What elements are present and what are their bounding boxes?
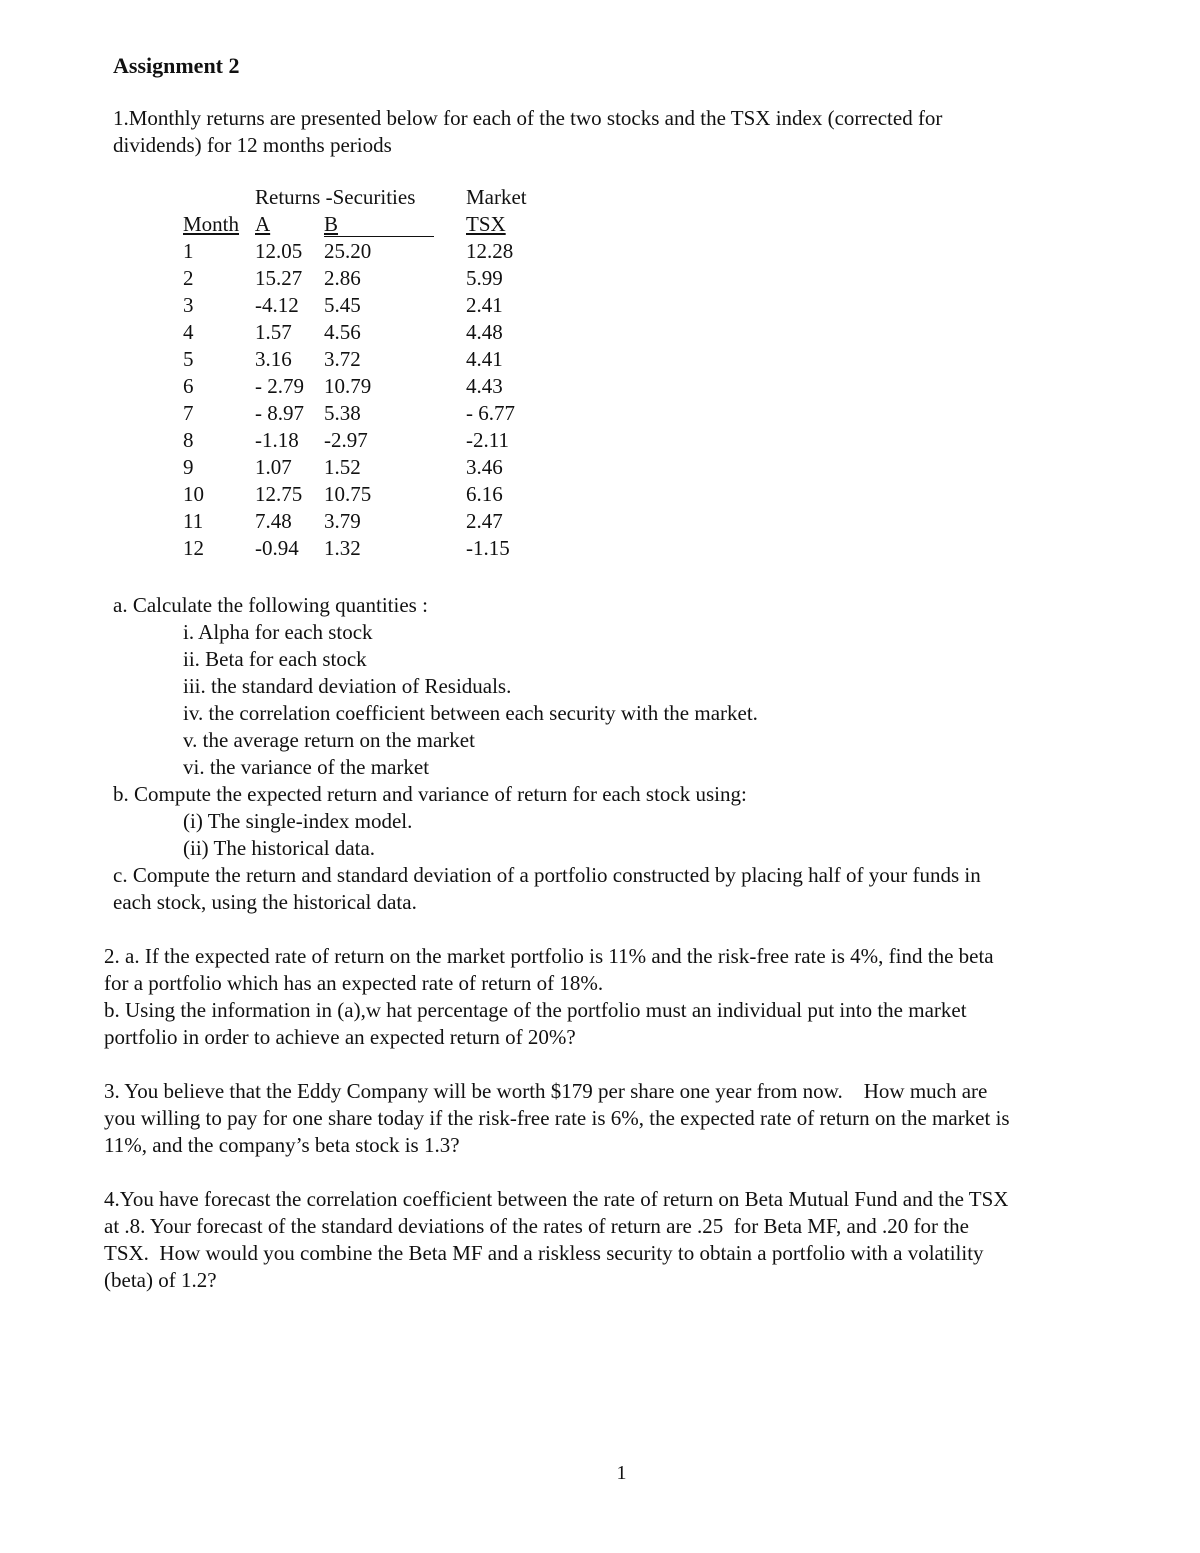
cell-a: 12.05: [255, 239, 303, 263]
cell-month: 7: [183, 401, 194, 425]
cell-a: 12.75: [255, 482, 303, 506]
question-4-line: 4.You have forecast the correlation coefficient between the rate of return on Beta Mutual Fund and the TSX: [104, 1187, 1009, 1211]
question-1-intro-line: dividends) for 12 months periods: [113, 133, 392, 157]
part-a-item: i. Alpha for each stock: [183, 620, 373, 644]
cell-b: 10.75: [324, 482, 372, 506]
question-2-line: 2. a. If the expected rate of return on the market portfolio is 11% and the risk-free rate is 4%, find the beta: [104, 944, 994, 968]
cell-a: -1.18: [255, 428, 299, 452]
question-1-part-c: [113, 862, 1103, 916]
cell-month: 4: [183, 320, 194, 344]
question-2-line: b. Using the information in (a),w hat percentage of the portfolio must an individual put into the market: [104, 998, 967, 1022]
cell-b: 2.86: [324, 266, 361, 290]
cell-tsx: 12.28: [466, 239, 514, 263]
cell-b: 3.79: [324, 509, 361, 533]
cell-b: 4.56: [324, 320, 361, 344]
question-2-line: portfolio in order to achieve an expected return of 20%?: [104, 1025, 576, 1049]
part-a-item: v. the average return on the market: [183, 728, 475, 752]
cell-month: 1: [183, 239, 194, 263]
part-c-line: c. Compute the return and standard deviation of a portfolio constructed by placing half of your funds in: [113, 863, 981, 887]
page-number: 1: [616, 1462, 627, 1484]
cell-tsx: -2.11: [466, 428, 509, 452]
part-b-item: (ii) The historical data.: [183, 836, 376, 860]
page-title: Assignment 2: [113, 53, 240, 78]
cell-b: 25.20: [324, 239, 372, 263]
cell-b: 1.52: [324, 455, 361, 479]
cell-tsx: -1.15: [466, 536, 510, 560]
cell-a: -0.94: [255, 536, 299, 560]
part-a-item: ii. Beta for each stock: [183, 647, 367, 671]
cell-tsx: 4.41: [466, 347, 503, 371]
securities-group-header: Returns -Securities: [255, 185, 416, 209]
question-4-line: (beta) of 1.2?: [104, 1268, 217, 1292]
part-c-line: each stock, using the historical data.: [113, 890, 417, 914]
cell-tsx: 2.41: [466, 293, 503, 317]
cell-a: 7.48: [255, 509, 292, 533]
question-1-part-a: a. Calculate the following quantities :: [113, 593, 428, 617]
cell-month: 5: [183, 347, 194, 371]
cell-a: - 2.79: [255, 374, 304, 398]
question-1-intro: [113, 105, 1103, 159]
cell-month: 10: [183, 482, 204, 506]
cell-b: -2.97: [324, 428, 368, 452]
cell-b: 1.32: [324, 536, 361, 560]
question-4: [104, 1186, 1134, 1294]
question-2: [104, 943, 1134, 1051]
question-3-line: 11%, and the company’s beta stock is 1.3?: [104, 1133, 460, 1157]
column-header-b: B: [324, 212, 339, 236]
cell-tsx: 2.47: [466, 509, 503, 533]
cell-a: -4.12: [255, 293, 299, 317]
cell-b: 5.38: [324, 401, 361, 425]
cell-a: 1.07: [255, 455, 292, 479]
part-b-item: (i) The single-index model.: [183, 809, 413, 833]
cell-b: 10.79: [324, 374, 372, 398]
cell-month: 3: [183, 293, 194, 317]
question-3: [104, 1078, 1134, 1159]
part-a-item: vi. the variance of the market: [183, 755, 430, 779]
cell-month: 8: [183, 428, 194, 452]
column-header-month: Month: [183, 212, 240, 236]
cell-tsx: - 6.77: [466, 401, 515, 425]
cell-b: 5.45: [324, 293, 361, 317]
cell-tsx: 4.48: [466, 320, 503, 344]
header-underline: [324, 236, 434, 237]
question-3-line: you willing to pay for one share today if the risk-free rate is 6%, the expected rate of return on the market is: [104, 1106, 1010, 1130]
market-group-header: Market: [466, 185, 527, 209]
cell-a: 1.57: [255, 320, 292, 344]
cell-tsx: 5.99: [466, 266, 503, 290]
column-header-tsx: TSX: [466, 212, 506, 236]
question-1-part-b: b. Compute the expected return and variance of return for each stock using:: [113, 782, 747, 806]
question-2-line: for a portfolio which has an expected rate of return of 18%.: [104, 971, 604, 995]
cell-tsx: 4.43: [466, 374, 503, 398]
cell-a: - 8.97: [255, 401, 304, 425]
cell-month: 12: [183, 536, 204, 560]
cell-tsx: 6.16: [466, 482, 503, 506]
cell-tsx: 3.46: [466, 455, 503, 479]
cell-month: 6: [183, 374, 194, 398]
cell-a: 15.27: [255, 266, 303, 290]
part-a-item: iv. the correlation coefficient between each security with the market.: [183, 701, 758, 725]
cell-month: 9: [183, 455, 194, 479]
question-4-line: TSX. How would you combine the Beta MF and a riskless security to obtain a portfolio with a volatility: [104, 1241, 984, 1265]
question-4-line: at .8. Your forecast of the standard deviations of the rates of return are .25 for Beta MF, and .20 for the: [104, 1214, 969, 1238]
column-header-a: A: [255, 212, 271, 236]
part-a-item: iii. the standard deviation of Residuals.: [183, 674, 512, 698]
cell-a: 3.16: [255, 347, 292, 371]
cell-b: 3.72: [324, 347, 361, 371]
question-3-line: 3. You believe that the Eddy Company will be worth $179 per share one year from now. How much are: [104, 1079, 988, 1103]
question-1-intro-line: 1.Monthly returns are presented below for each of the two stocks and the TSX index (corrected for: [113, 106, 943, 130]
cell-month: 11: [183, 509, 204, 533]
cell-month: 2: [183, 266, 194, 290]
